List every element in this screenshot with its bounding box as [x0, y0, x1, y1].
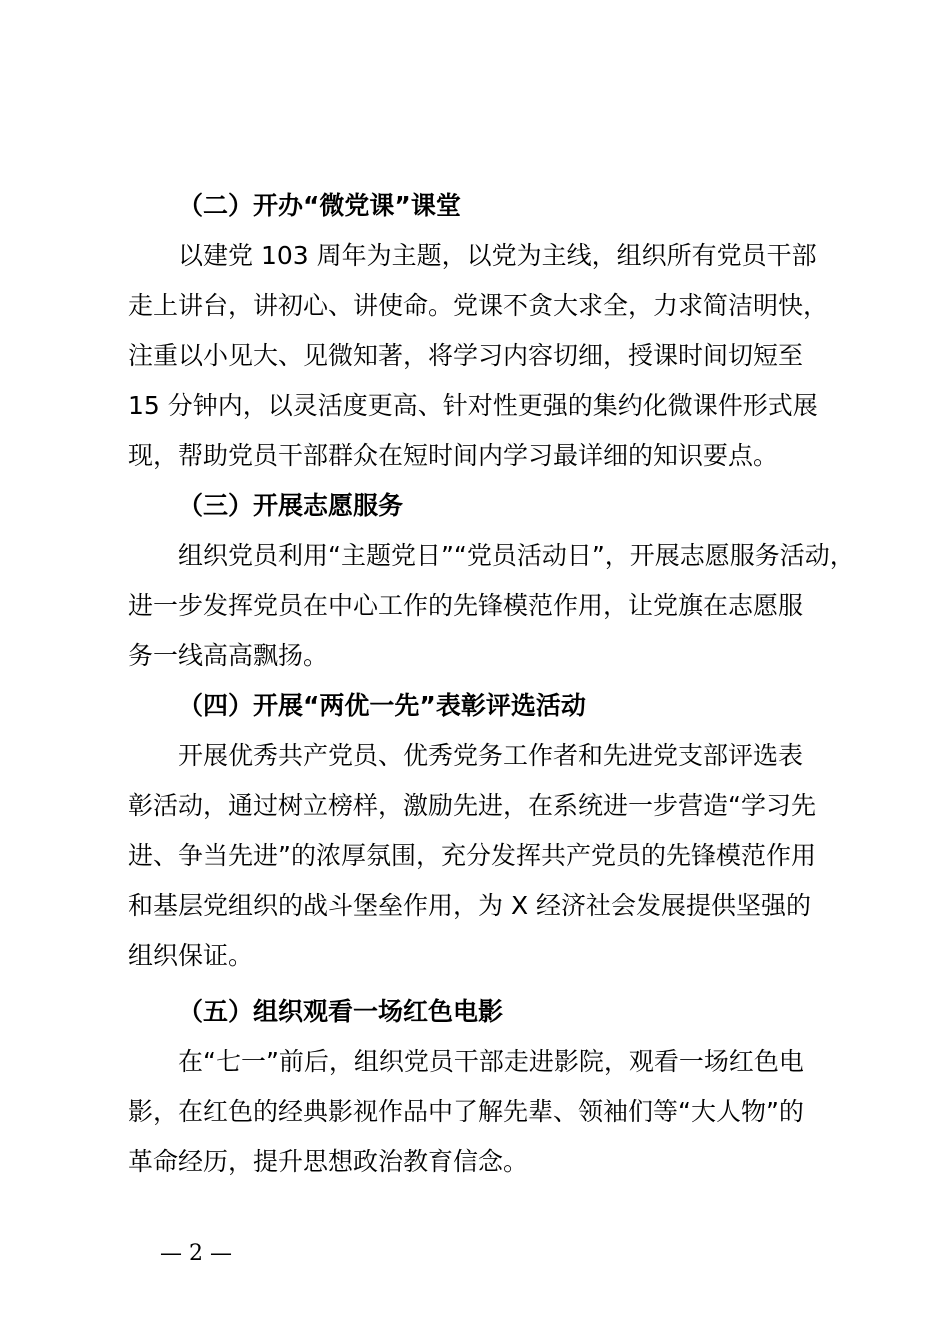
- paragraph-line: 在“七一”前后，组织党员干部走进影院，观看一场红色电: [178, 1047, 804, 1076]
- paragraph-line: 组织党员利用“主题党日”“党员活动日”，开展志愿服务活动，: [178, 541, 855, 570]
- paragraph-line: 和基层党组织的战斗堡垒作用，为 X 经济社会发展提供坚强的: [128, 891, 812, 920]
- section-heading-4: （四）开展“两优一先”表彰评选活动: [178, 691, 586, 720]
- paragraph-line: 务一线高高飘扬。: [128, 641, 329, 670]
- paragraph-line: 以建党 103 周年为主题，以党为主线，组织所有党员干部: [178, 241, 817, 270]
- section-heading-5: （五）组织观看一场红色电影: [178, 997, 504, 1026]
- paragraph-line: 进、争当先进”的浓厚氛围，充分发挥共产党员的先锋模范作用: [128, 841, 816, 870]
- paragraph-line: 组织保证。: [128, 941, 254, 970]
- paragraph-line: 彰活动，通过树立榜样，激励先进，在系统进一步营造“学习先: [128, 791, 816, 820]
- paragraph-line: 走上讲台，讲初心、讲使命。党课不贪大求全，力求简洁明快，: [128, 291, 829, 320]
- paragraph-line: 影，在红色的经典影视作品中了解先辈、领袖们等“大人物”的: [128, 1097, 804, 1126]
- document-body: [128, 181, 855, 1187]
- section-heading-3: （三）开展志愿服务: [178, 491, 404, 520]
- paragraph-line: 开展优秀共产党员、优秀党务工作者和先进党支部评选表: [178, 741, 804, 770]
- page-number: — 2 —: [160, 1241, 232, 1266]
- paragraph-line: 现，帮助党员干部群众在短时间内学习最详细的知识要点。: [128, 441, 779, 470]
- paragraph-line: 进一步发挥党员在中心工作的先锋模范作用，让党旗在志愿服: [128, 591, 804, 620]
- paragraph-line: 革命经历，提升思想政治教育信念。: [128, 1147, 529, 1176]
- paragraph-line: 15 分钟内，以灵活度更高、针对性更强的集约化微课件形式展: [128, 391, 818, 420]
- section-heading-2: （二）开办“微党课”课堂: [178, 191, 461, 220]
- paragraph-line: 注重以小见大、见微知著，将学习内容切细，授课时间切短至: [128, 341, 804, 370]
